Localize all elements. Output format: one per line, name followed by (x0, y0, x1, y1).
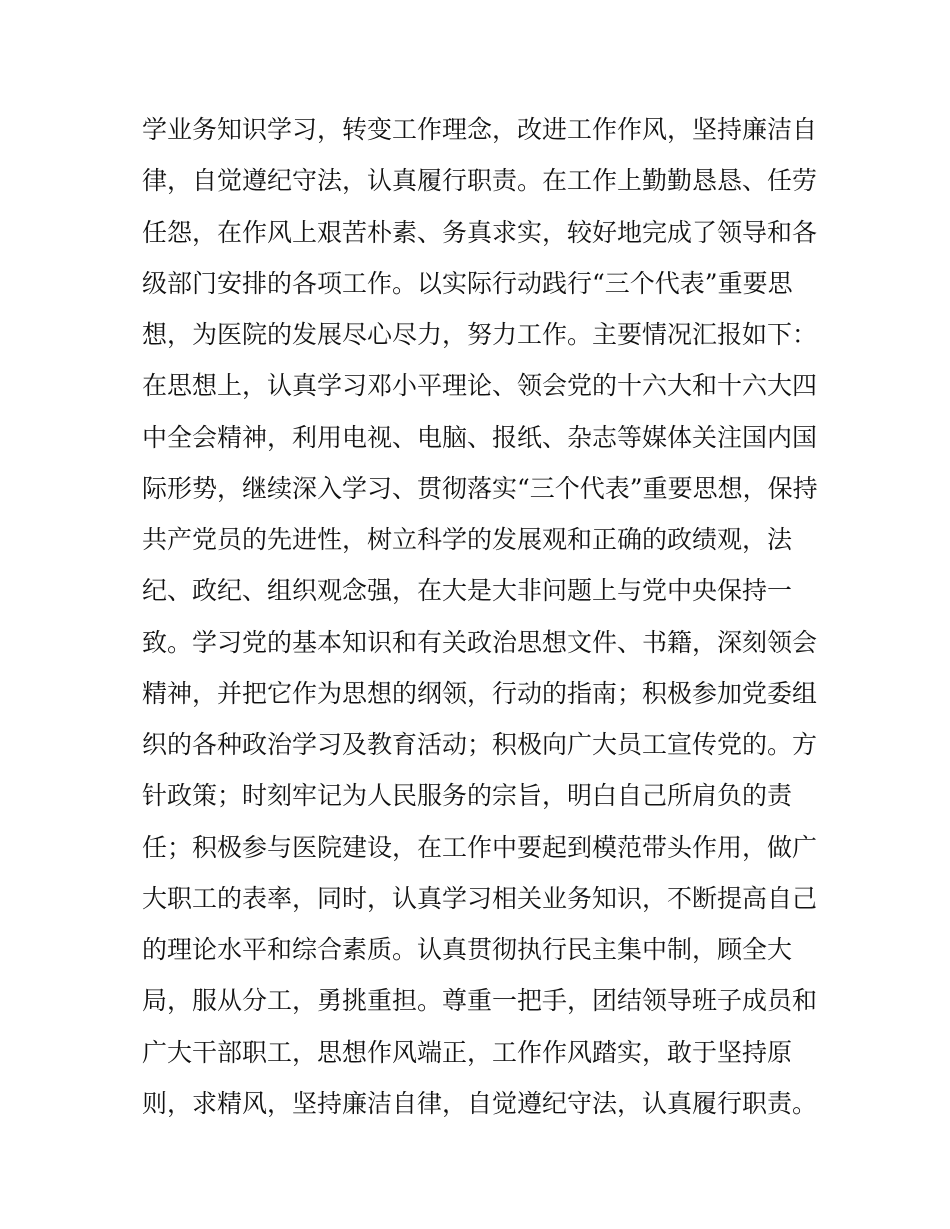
text-line: 致。学习党的基本知识和有关政治思想文件、书籍，深刻领会 (142, 627, 818, 657)
text-line: 想，为医院的发展尽心尽力，努力工作。主要情况汇报如下： (142, 320, 818, 349)
text-line: 律，自觉遵纪守法，认真履行职责。在工作上勤勤恳恳、任劳 (142, 166, 818, 196)
text-line: 在思想上，认真学习邓小平理论、领会党的十六大和十六大四 (142, 371, 818, 401)
text-line: 级部门安排的各项工作。以实际行动践行“三个代表”重要思 (142, 268, 793, 298)
text-line: 广大干部职工，思想作风端正，工作作风踏实，敢于坚持原 (142, 1037, 793, 1067)
text-line: 大职工的表率，同时，认真学习相关业务知识，不断提高自己 (142, 883, 818, 913)
text-line: 针政策；时刻牢记为人民服务的宗旨，明白自己所肩负的责 (142, 781, 793, 811)
text-line: 中全会精神，利用电视、电脑、报纸、杂志等媒体关注国内国 (142, 422, 818, 452)
text-line: 局，服从分工，勇挑重担。尊重一把手，团结领导班子成员和 (142, 986, 818, 1016)
text-line: 任怨，在作风上艰苦朴素、务真求实，较好地完成了领导和各 (142, 217, 818, 247)
body-text (142, 104, 822, 1129)
text-line: 则，求精风，坚持廉洁自律，自觉遵纪守法，认真履行职责。 (142, 1088, 818, 1118)
text-line: 学业务知识学习，转变工作理念，改进工作作风，坚持廉洁自 (142, 115, 818, 144)
text-line: 际形势，继续深入学习、贯彻落实“三个代表”重要思想，保持 (142, 473, 818, 503)
text-line: 任；积极参与医院建设，在工作中要起到模范带头作用，做广 (142, 832, 818, 862)
text-line: 共产党员的先进性，树立科学的发展观和正确的政绩观，法 (142, 525, 793, 554)
text-line: 纪、政纪、组织观念强，在大是大非问题上与党中央保持一 (142, 576, 793, 606)
text-line: 织的各种政治学习及教育活动；积极向广大员工宣传党的。方 (142, 730, 818, 759)
text-line: 精神，并把它作为思想的纲领，行动的指南；积极参加党委组 (142, 678, 818, 708)
text-line: 的理论水平和综合素质。认真贯彻执行民主集中制，顾全大 (142, 935, 793, 964)
